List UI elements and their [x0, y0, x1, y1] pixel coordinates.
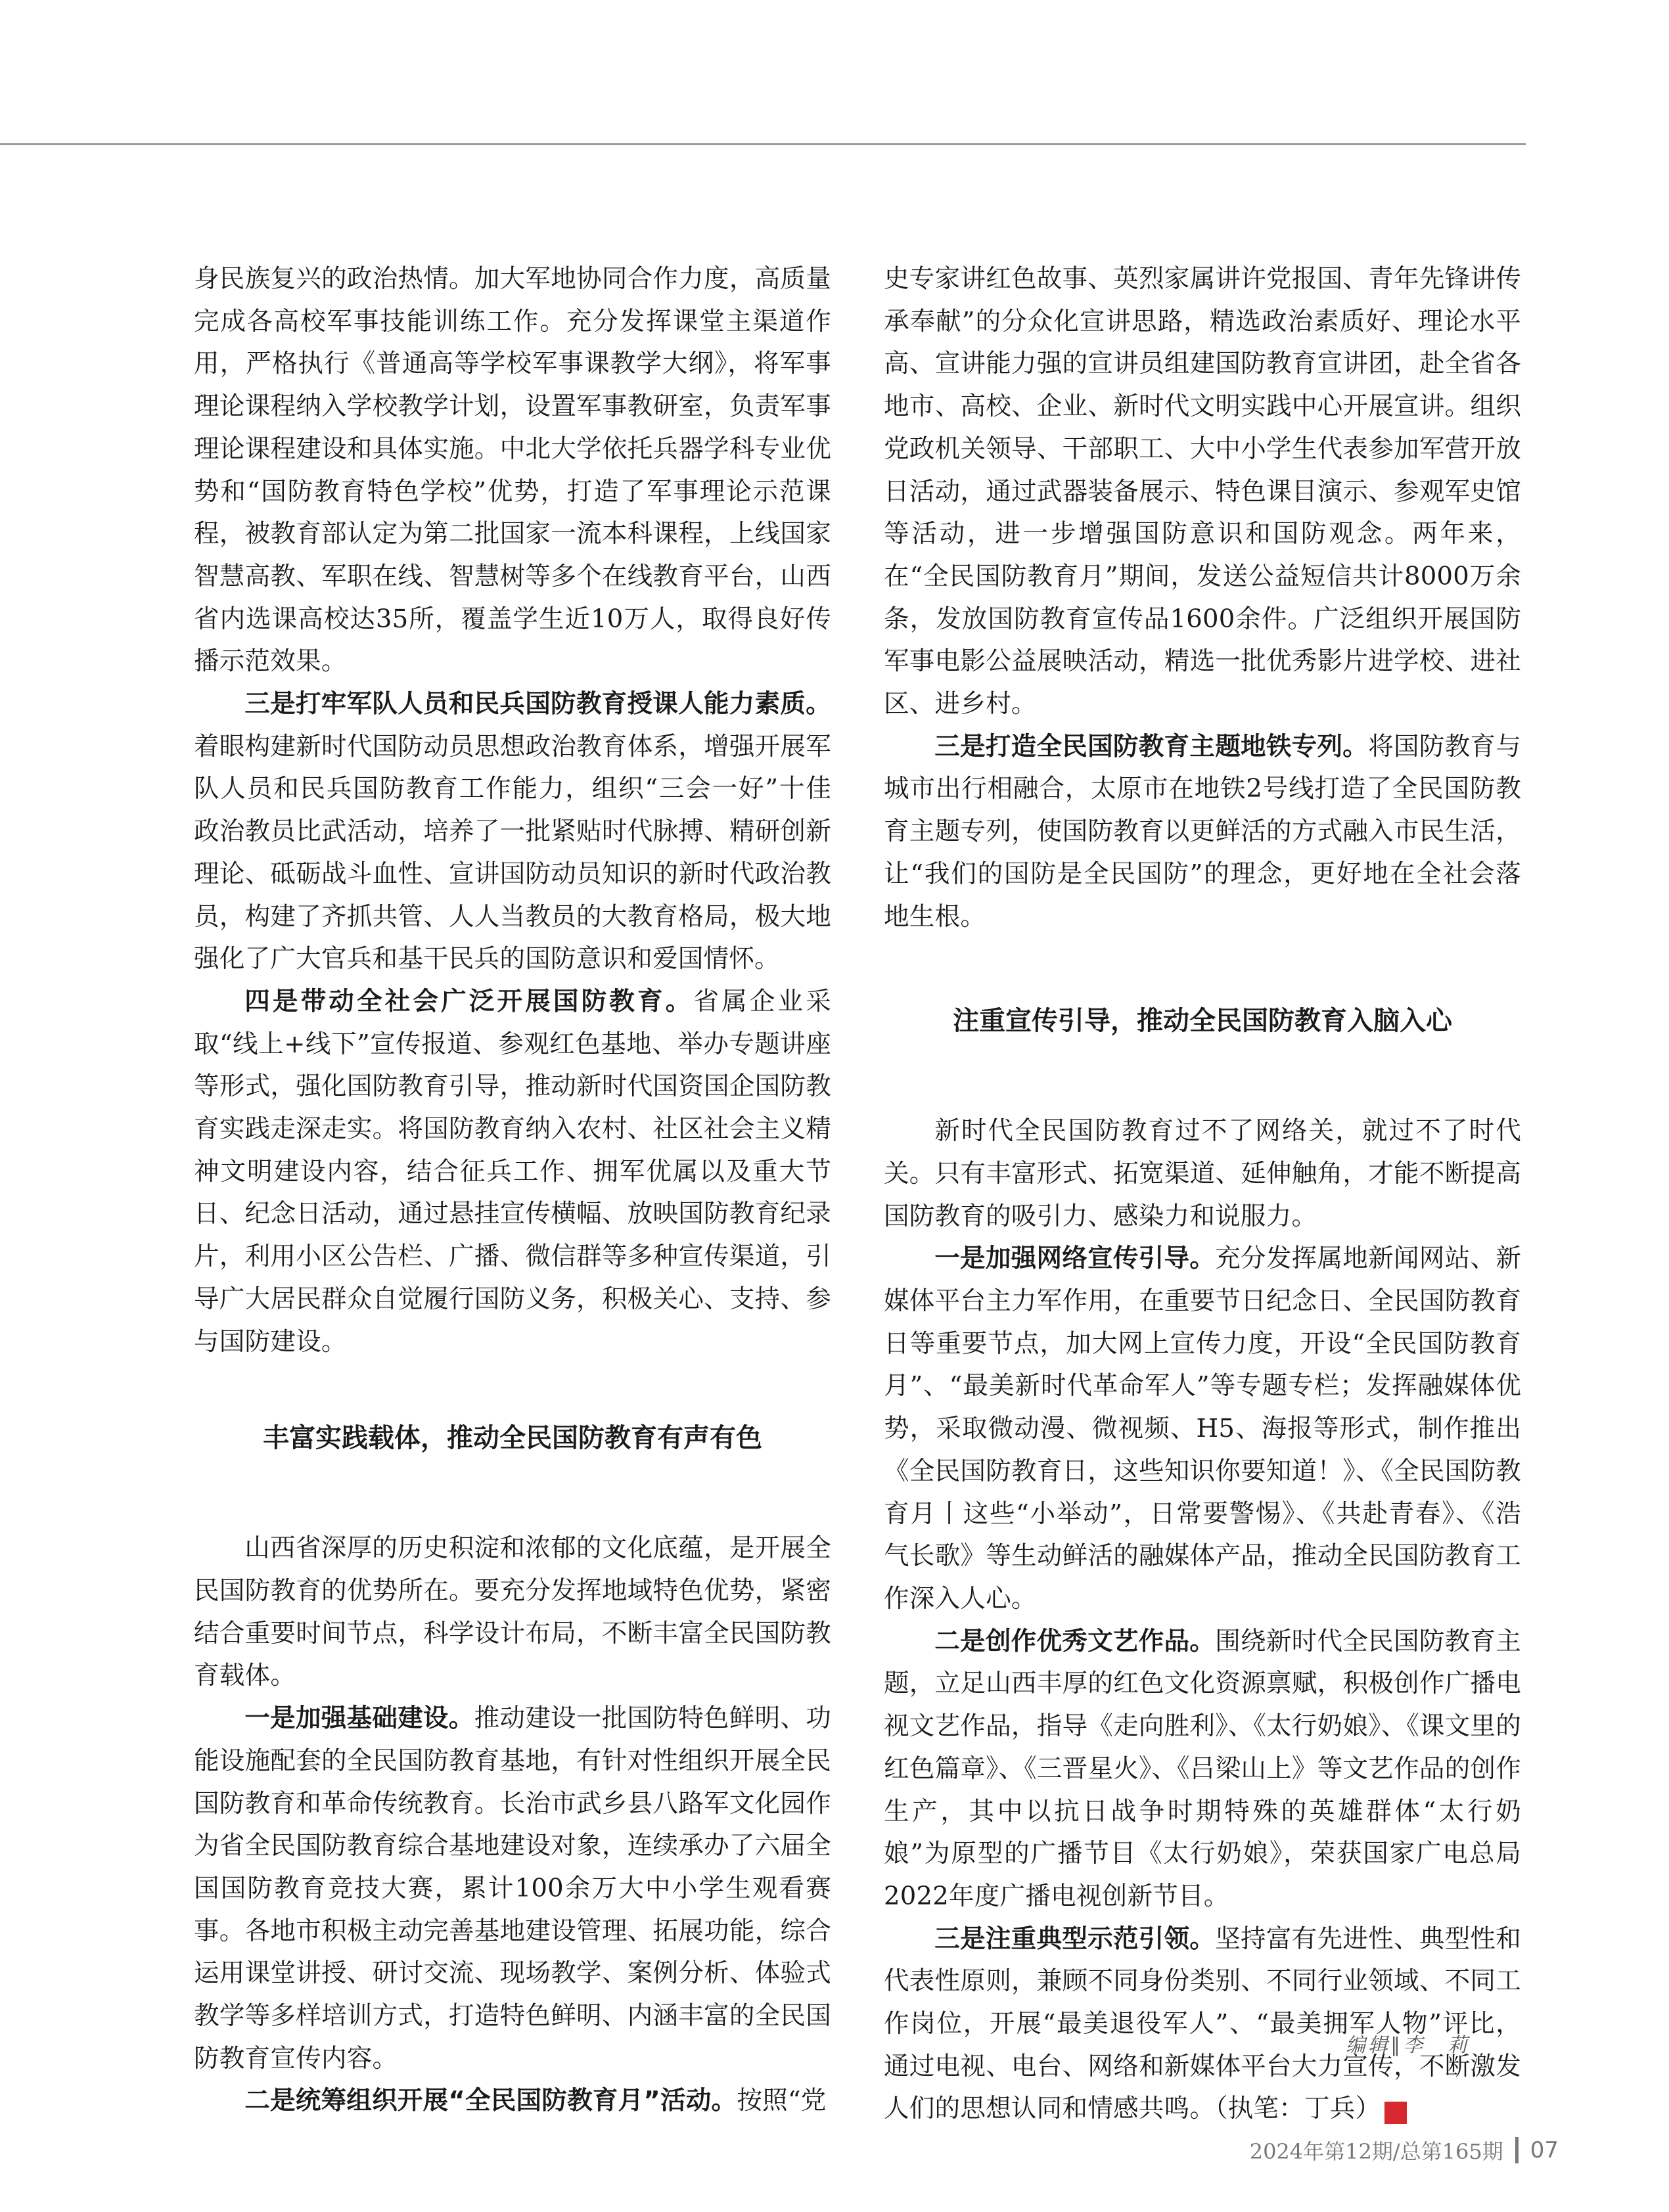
paragraph-body: 着眼构建新时代国防动员思想政治教育体系，增强开展军队人员和民兵国防教育工作能力，组织“三会一好”十佳政治教员比武活动，培养了一批紧贴时代脉搏、精研创新理论、砥砺战斗血性、宣讲国防动员知识的新时代政治教员，构建了齐抓共管、人人当教员的大教育格局，极大地强化了广大官兵和基干民兵的国防意识和爱国情怀。 [194, 731, 831, 974]
paragraph-body: 坚持富有先进性、典型性和代表性原则，兼顾不同身份类别、不同行业领域、不同工作岗位，开展“最美退役军人”、“最美拥军人物”评比，通过电视、电台、网络和新媒体平台大力宣传，不断激发人们的思想认同和情感共鸣。 [884, 1924, 1521, 2124]
paragraph: 山西省深厚的历史积淀和浓郁的文化底蕴，是开展全民国防教育的优势所在。要充分发挥地域特色优势，紧密结合重要时间节点，科学设计布局，不断丰富全民国防教育载体。 [194, 1533, 831, 1691]
paragraph [884, 726, 1521, 939]
editor-credit: 编辑∥李 莉 [1346, 2034, 1470, 2057]
paragraph-body: 按照“党 [737, 2086, 827, 2116]
paragraph [884, 1621, 1521, 1918]
issue-info: 2024年第12期/总第165期 [1249, 2139, 1503, 2164]
byline: （执笔：丁兵） [1215, 2094, 1381, 2124]
paragraph [194, 683, 831, 981]
paragraph-lead: 三是打牢军队人员和民兵国防教育授课人能力素质。 [244, 689, 831, 719]
paragraph-body: 推动建设一批国防特色鲜明、功能设施配套的全民国防教育基地，有针对性组织开展全民国防教育和革命传统教育。长治市武乡县八路军文化园作为省全民国防教育综合基地建设对象，连续承办了六届全国国防教育竞技大赛，累计100余万大中小学生观看赛事。各地市积极主动完善基地建设管理、拓展功能，综合运用课堂讲授、研讨交流、现场教学、案例分析、体验式教学等多样培训方式，打造特色鲜明、内涵丰富的全民国防教育宣传内容。 [194, 1704, 831, 2073]
paragraph-lead: 二是创作优秀文艺作品。 [934, 1626, 1216, 1656]
paragraph-body: 省属企业采取“线上+线下”宣传报道、参观红色基地、举办专题讲座等形式，强化国防教育引导，推动新时代国资国企国防教育实践走深走实。将国防教育纳入农村、社区社会主义精神文明建设内容，结合征兵工作、拥军优属以及重大节日、纪念日活动，通过悬挂宣传横幅、放映国防教育纪录片，利用小区公告栏、广播、微信群等多种宣传渠道，引导广大居民群众自觉履行国防义务，积极关心、支持、参与国防建设。 [194, 986, 832, 1357]
footer-divider [1515, 2137, 1519, 2163]
paragraph [194, 1698, 831, 2080]
page-footer [1250, 2135, 1559, 2165]
paragraph-lead: 一是加强基础建设。 [244, 1704, 474, 1734]
paragraph: 史专家讲红色故事、英烈家属讲许党报国、青年先锋讲传承奉献”的分众化宣讲思路，精选政治素质好、理论水平高、宣讲能力强的宣讲员组建国防教育宣讲团，赴全省各地市、高校、企业、新时代文明实践中心开展宣讲。组织党政机关领导、干部职工、大中小学生代表参加军营开放日活动，通过武器装备展示、特色课目演示、参观军史馆等活动，进一步增强国防意识和国防观念。两年来，在“全民国防教育月”期间，发送公益短信共计8000万余条，发放国防教育宣传品1600余件。广泛组织开展国防军事电影公益展映活动，精选一批优秀影片进学校、进社区、进乡村。 [884, 264, 1521, 719]
paragraph-lead: 二是统筹组织开展“全民国防教育月”活动。 [244, 2086, 737, 2116]
end-mark-icon: G [1384, 2102, 1407, 2124]
paragraph-body: 围绕新时代全民国防教育主题，立足山西丰厚的红色文化资源禀赋，积极创作广播电视文艺作品，指导《走向胜利》、《太行奶娘》、《课文里的红色篇章》、《三晋星火》、《吕梁山上》等文艺作品的创作生产，其中以抗日战争时期特殊的英雄群体“太行奶娘”为原型的广播节目《太行奶娘》，荣获国家广电总局2022年度广播电视创新节目。 [884, 1626, 1521, 1911]
paragraph-lead: 一是加强网络宣传引导。 [934, 1244, 1216, 1274]
top-rule [0, 143, 1526, 145]
paragraph-lead: 三是注重典型示范引领。 [934, 1924, 1216, 1954]
paragraph-body: 将国防教育与城市出行相融合，太原市在地铁2号线打造了全民国防教育主题专列，使国防教育以更鲜活的方式融入市民生活，让“我们的国防是全民国防”的理念，更好地在全社会落地生根。 [884, 731, 1521, 932]
paragraph [194, 981, 831, 1363]
paragraph-lead: 四是带动全社会广泛开展国防教育。 [244, 986, 694, 1016]
paragraph [884, 1918, 1521, 2131]
paragraph-lead: 三是打造全民国防教育主题地铁专列。 [934, 731, 1369, 761]
paragraph [194, 2080, 831, 2123]
page-number: 07 [1530, 2137, 1559, 2163]
paragraph: 新时代全民国防教育过不了网络关，就过不了时代关。只有丰富形式、拓宽渠道、延伸触角，才能不断提高国防教育的吸引力、感染力和说服力。 [884, 1116, 1521, 1231]
right-column [884, 258, 1521, 2131]
section-heading: 丰富实践载体，推动全民国防教育有声有色 [263, 1423, 762, 1454]
left-column [194, 258, 831, 2123]
paragraph-body: 充分发挥属地新闻网站、新媒体平台主力军作用，在重要节日纪念日、全民国防教育日等重要节点，加大网上宣传力度，开设“全民国防教育月”、“最美新时代革命军人”等专题专栏；发挥融媒体优势，采取微动漫、微视频、H5、海报等形式，制作推出《全民国防教育日，这些知识你要知道！》、《全民国防教育月丨这些“小举动”，日常要警惕》、《共赴青春》、《浩气长歌》等生动鲜活的融媒体产品，推动全民国防教育工作深入人心。 [884, 1244, 1521, 1614]
paragraph: 身民族复兴的政治热情。加大军地协同合作力度，高质量完成各高校军事技能训练工作。充分发挥课堂主渠道作用，严格执行《普通高等学校军事课教学大纲》，将军事理论课程纳入学校教学计划，设置军事教研室，负责军事理论课程建设和具体实施。中北大学依托兵器学科专业优势和“国防教育特色学校”优势，打造了军事理论示范课程，被教育部认定为第二批国家一流本科课程，上线国家智慧高教、军职在线、智慧树等多个在线教育平台，山西省内选课高校达35所，覆盖学生近10万人，取得良好传播示范效果。 [194, 264, 831, 677]
section-heading: 注重宣传引导，推动全民国防教育入脑入心 [953, 1006, 1452, 1037]
paragraph [884, 1238, 1521, 1620]
